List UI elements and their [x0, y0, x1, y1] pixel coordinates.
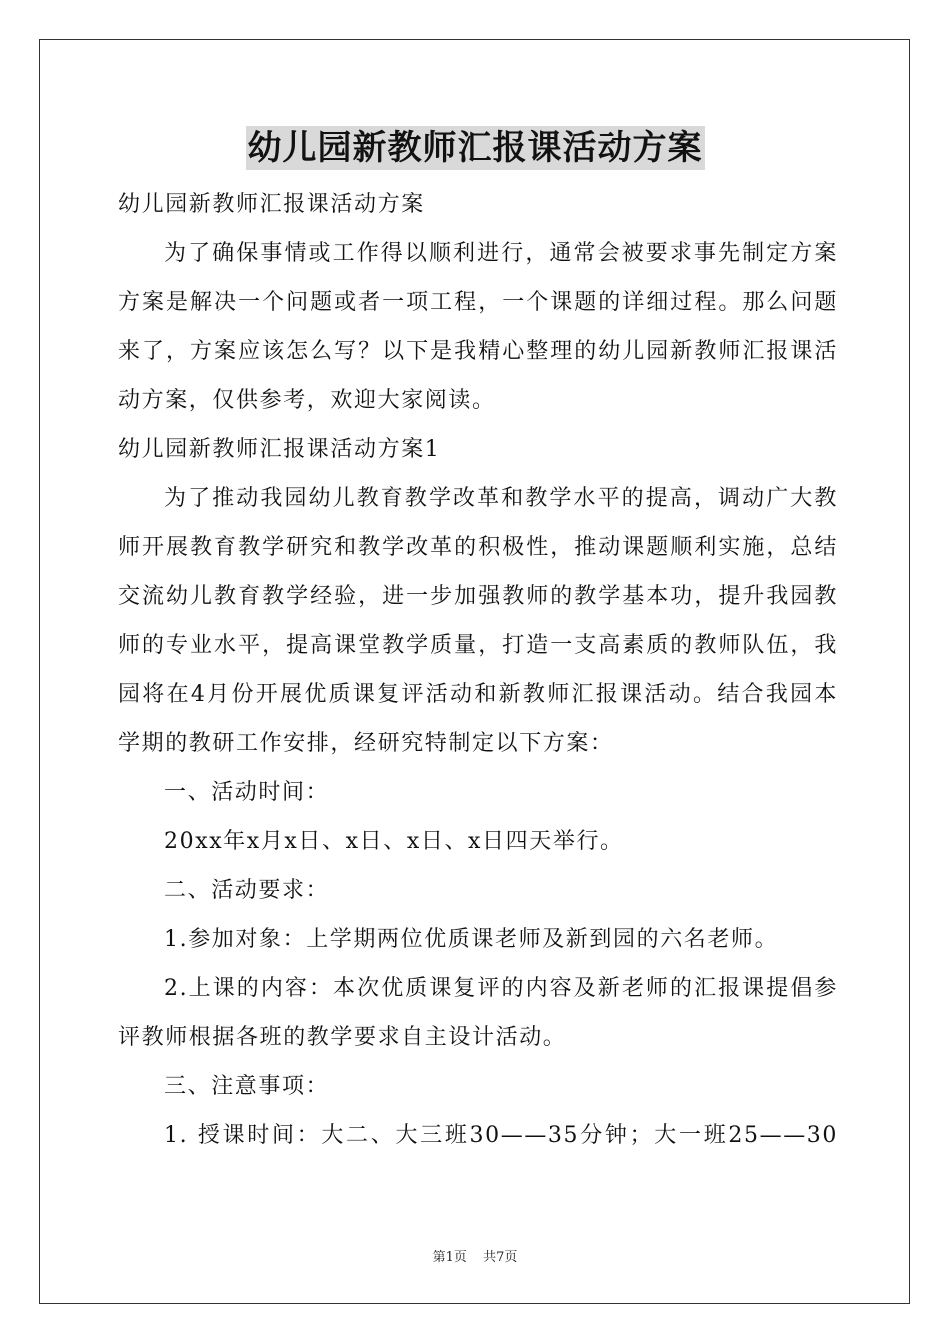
text-line: 1.参加对象：上学期两位优质课老师及新到园的六名老师。: [164, 927, 779, 952]
text-line: 2.上课的内容：本次优质课复评的内容及新老师的汇报课提倡参: [164, 976, 838, 1001]
page-number: 第1页: [432, 1250, 467, 1265]
title-wrap: [0, 126, 950, 170]
page-footer: [0, 1246, 950, 1265]
document-body: [118, 180, 838, 1160]
text-line: 交流幼儿教育教学经验，进一步加强教师的教学基本功，提升我园教: [118, 584, 838, 609]
text-line: 为了推动我园幼儿教育教学改革和教学水平的提高，调动广大教: [164, 486, 838, 511]
text-line: 1. 授课时间：大二、大三班30——35分钟；大一班25——30: [164, 1123, 838, 1148]
text-line: 20xx年x月x日、x日、x日、x日四天举行。: [164, 829, 624, 854]
text-line: 师的专业水平，提高课堂教学质量，打造一支高素质的教师队伍，我: [118, 633, 838, 658]
text-line: 幼儿园新教师汇报课活动方案: [118, 192, 425, 217]
text-line: 方案是解决一个问题或者一项工程，一个课题的详细过程。那么问题: [118, 290, 838, 315]
text-line: 来了，方案应该怎么写？以下是我精心整理的幼儿园新教师汇报课活: [118, 339, 838, 364]
text-line: 师开展教育教学研究和教学改革的积极性，推动课题顺利实施，总结: [118, 535, 838, 560]
text-line: 园将在4月份开展优质课复评活动和新教师汇报课活动。结合我园本: [118, 682, 838, 707]
text-line: 三、注意事项：: [164, 1074, 330, 1099]
text-line: 二、活动要求：: [164, 878, 330, 903]
text-line: 一、活动时间：: [164, 780, 330, 805]
text-line: 为了确保事情或工作得以顺利进行，通常会被要求事先制定方案: [164, 241, 838, 266]
text-line: 评教师根据各班的教学要求自主设计活动。: [118, 1025, 567, 1050]
text-line: 幼儿园新教师汇报课活动方案1: [118, 437, 441, 462]
page-total: 共7页: [483, 1250, 518, 1265]
text-line: 动方案，仅供参考，欢迎大家阅读。: [118, 388, 496, 413]
text-line: 学期的教研工作安排，经研究特制定以下方案：: [118, 731, 614, 756]
document-title: 幼儿园新教师汇报课活动方案: [247, 128, 703, 168]
